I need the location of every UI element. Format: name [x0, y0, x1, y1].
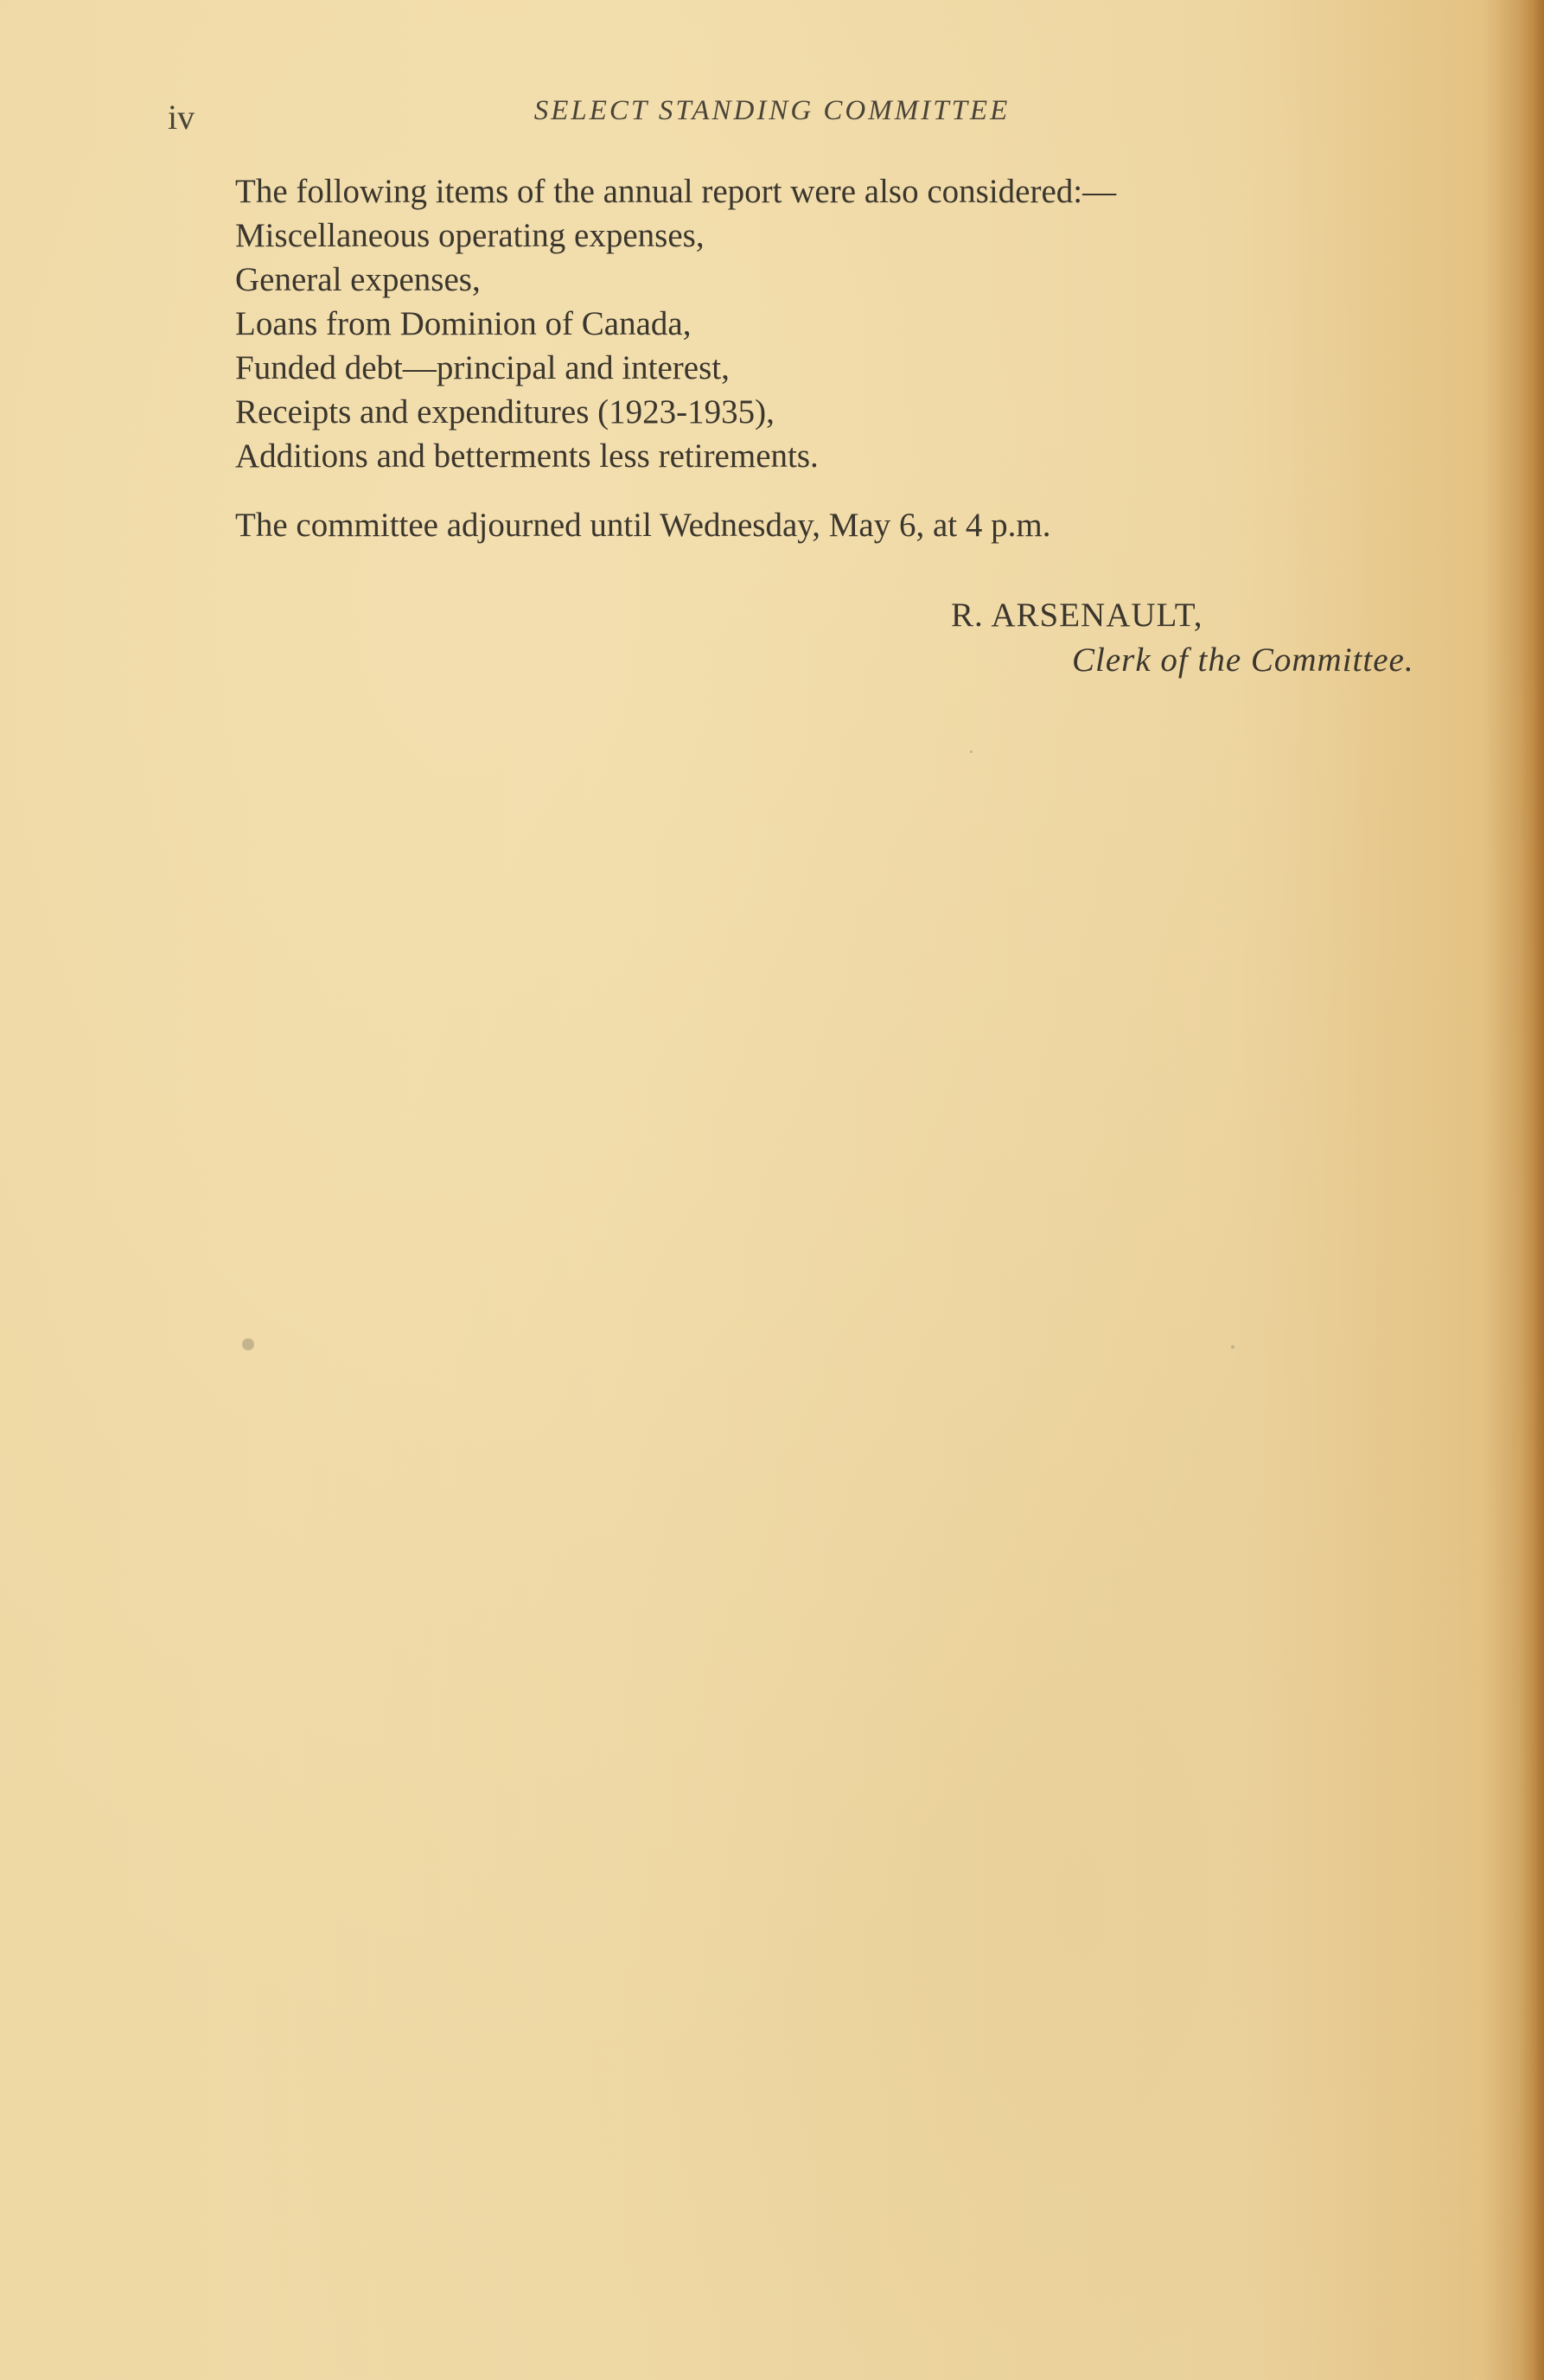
page-edge-shadow [1520, 0, 1544, 2380]
list-item: Miscellaneous operating expenses, [235, 217, 705, 254]
list-item: Loans from Dominion of Canada, [235, 305, 692, 342]
intro-sentence: The following items of the annual report were also considered:— [235, 173, 1117, 210]
list-item: Receipts and expenditures (1923-1935), [235, 393, 775, 431]
list-item: Additions and betterments less retirements. [235, 437, 819, 475]
list-item: Funded debt—principal and interest, [235, 349, 730, 386]
signatory-name: R. ARSENAULT, [951, 597, 1203, 634]
paper-speck [242, 1338, 254, 1350]
running-head: SELECT STANDING COMMITTEE [533, 95, 1011, 126]
page-number: iv [168, 98, 195, 137]
list-item: General expenses, [235, 261, 481, 298]
signatory-title: Clerk of the Committee. [1072, 641, 1414, 679]
paper-speck [1231, 1345, 1235, 1349]
adjournment-sentence: The committee adjourned until Wednesday, May 6, at 4 p.m. [235, 507, 1051, 544]
paper-speck [970, 750, 973, 753]
report-items-section [235, 169, 1463, 478]
